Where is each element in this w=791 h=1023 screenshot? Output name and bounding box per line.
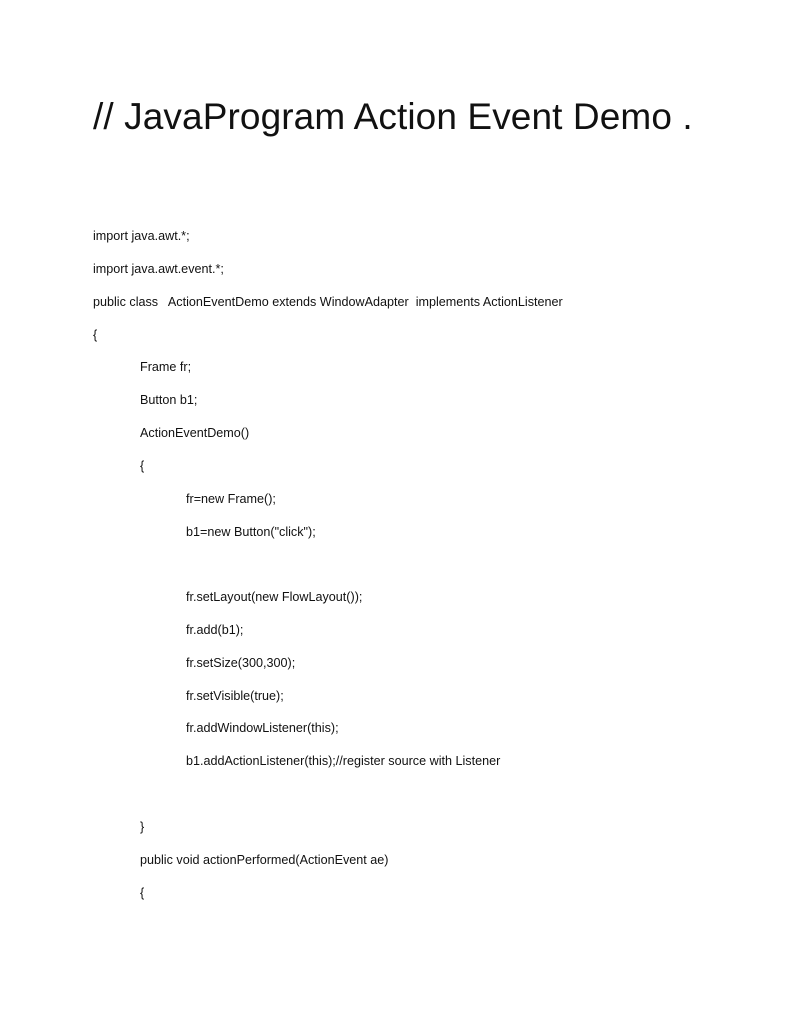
code-line-class-open-brace: { — [93, 328, 98, 342]
code-line-class-declaration: public class ActionEventDemo extends WindowAdapter implements ActionListener — [93, 295, 563, 309]
code-line-set-layout: fr.setLayout(new FlowLayout()); — [186, 590, 363, 604]
code-line-action-performed: public void actionPerformed(ActionEvent ae) — [140, 853, 389, 867]
code-line-import-awt: import java.awt.*; — [93, 229, 190, 243]
code-line-set-visible: fr.setVisible(true); — [186, 689, 284, 703]
code-line-add-window-listener: fr.addWindowListener(this); — [186, 721, 339, 735]
code-line-constructor-open-brace: { — [140, 459, 145, 473]
code-line-method-open-brace: { — [140, 886, 145, 900]
code-line-new-frame: fr=new Frame(); — [186, 492, 276, 506]
code-line-add-action-listener: b1.addActionListener(this);//register source with Listener — [186, 754, 501, 768]
code-line-import-event: import java.awt.event.*; — [93, 262, 224, 276]
document-title: // JavaProgram Action Event Demo . — [93, 96, 693, 137]
code-line-button-field: Button b1; — [140, 393, 198, 407]
code-line-constructor: ActionEventDemo() — [140, 426, 250, 440]
code-line-frame-field: Frame fr; — [140, 360, 192, 374]
code-line-constructor-close-brace: } — [140, 820, 145, 834]
code-line-add-button: fr.add(b1); — [186, 623, 244, 637]
code-line-set-size: fr.setSize(300,300); — [186, 656, 296, 670]
code-line-new-button: b1=new Button("click"); — [186, 525, 316, 539]
